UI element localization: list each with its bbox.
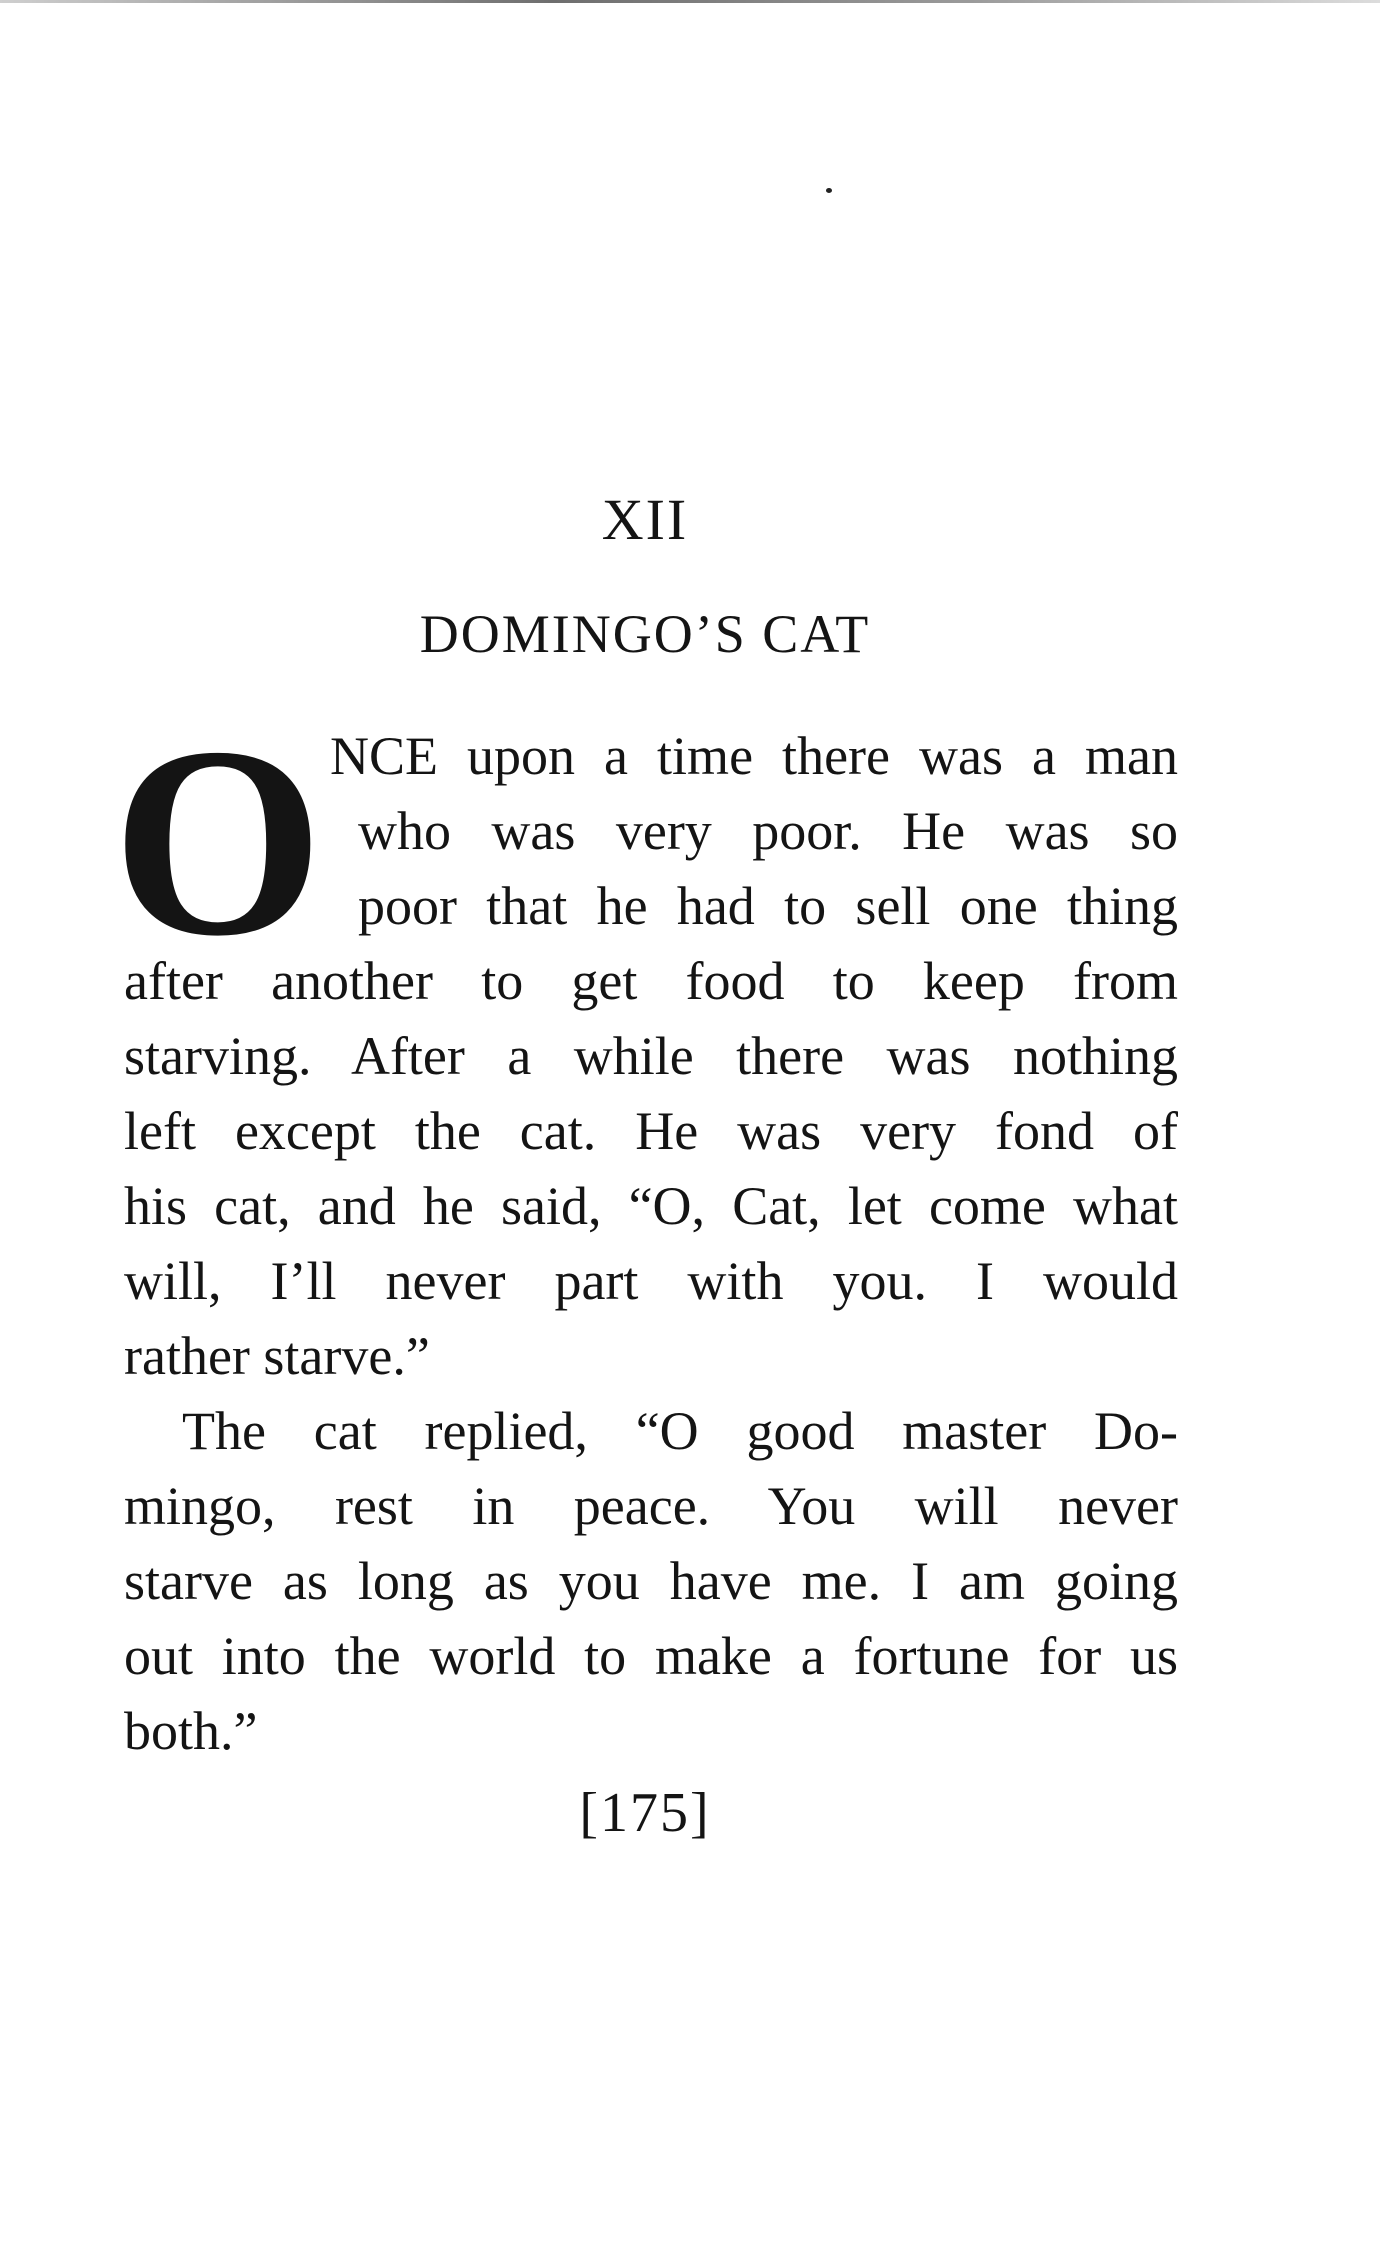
paragraph-1-line-7: his cat, and he said, “O, Cat, let come what [124, 1176, 1178, 1236]
paragraph-2-line-2: mingo, rest in peace. You will never [124, 1476, 1178, 1536]
paragraph-2-line-4: out into the world to make a fortune for us [124, 1626, 1178, 1686]
paragraph-1-line-8: will, I’ll never part with you. I would [124, 1251, 1178, 1311]
print-speck [826, 188, 832, 193]
top-edge-rule [0, 0, 1380, 3]
drop-cap: O [112, 691, 324, 992]
paragraph-1-line-5: starving. After a while there was nothing [124, 1026, 1178, 1086]
paragraph-1-line-1: NCE upon a time there was a man [330, 726, 1178, 786]
paragraph-1-line-4: after another to get food to keep from [124, 951, 1178, 1011]
paragraph-1-line-2: who was very poor. He was so [358, 801, 1178, 861]
paragraph-1-line-6: left except the cat. He was very fond of [124, 1101, 1178, 1161]
chapter-title: DOMINGO’S CAT [419, 604, 871, 664]
paragraph-1-line-9: rather starve.” [124, 1326, 430, 1386]
chapter-number: XII [601, 487, 689, 552]
paragraph-1-line-3: poor that he had to sell one thing [358, 876, 1178, 936]
page-number: [175] [579, 1782, 711, 1844]
paragraph-2-line-1: The cat replied, “O good master Do- [182, 1401, 1178, 1461]
paragraph-2-line-3: starve as long as you have me. I am going [124, 1551, 1178, 1611]
paragraph-2-line-5: both.” [124, 1701, 258, 1761]
